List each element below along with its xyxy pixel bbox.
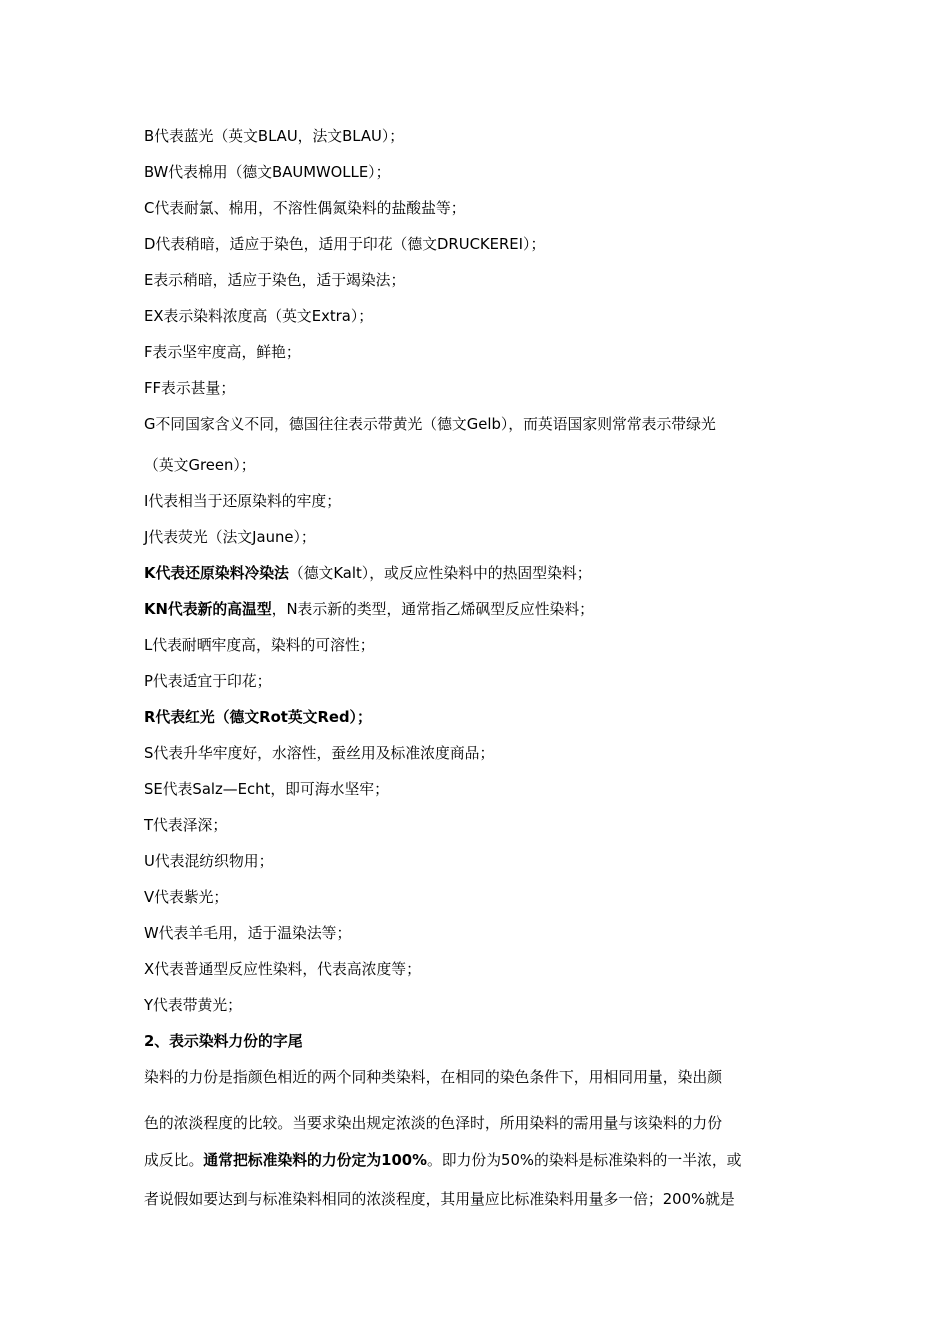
- text-line: [144, 707, 806, 727]
- text-segment: B代表蓝光（英文BLAU，法文BLAU）；: [144, 127, 405, 145]
- text-segment: E表示稍暗，适应于染色，适于竭染法；: [144, 271, 406, 289]
- text-line: [144, 779, 806, 799]
- text-line: [144, 306, 806, 326]
- text-line: [144, 995, 806, 1015]
- text-segment: D代表稍暗，适应于染色，适用于印花（德文DRUCKEREI）；: [144, 235, 546, 253]
- text-line: [144, 1067, 806, 1087]
- text-segment: EX表示染料浓度高（英文Extra）；: [144, 307, 374, 325]
- text-segment: V代表紫光；: [144, 888, 229, 906]
- text-line: [144, 815, 806, 835]
- text-segment: 者说假如要达到与标准染料相同的浓淡程度，其用量应比标准染料用量多一倍；200%就是: [144, 1190, 735, 1208]
- bold-text-segment: 2、表示染料力份的字尾: [144, 1032, 303, 1050]
- text-line: [144, 851, 806, 871]
- text-segment: 。即力份为50%的染料是标准染料的一半浓，或: [426, 1151, 742, 1169]
- text-line: [144, 887, 806, 907]
- text-line: [144, 1150, 806, 1170]
- text-segment: X代表普通型反应性染料，代表高浓度等；: [144, 960, 421, 978]
- text-segment: Y代表带黄光；: [144, 996, 242, 1014]
- text-line: [144, 198, 806, 218]
- bold-text-segment: K代表还原染料冷染法: [144, 564, 289, 582]
- text-segment: S代表升华牢度好，水溶性，蚕丝用及标准浓度商品；: [144, 744, 495, 762]
- text-line: [144, 270, 806, 290]
- text-line: [144, 563, 806, 583]
- bold-text-segment: 通常把标准染料的力份定为100%: [203, 1151, 427, 1169]
- text-segment: G不同国家含义不同，德国往往表示带黄光（德文Gelb），而英语国家则常常表示带绿光: [144, 415, 716, 433]
- bold-text-segment: R代表红光（德文Rot英文Red）；: [144, 708, 372, 726]
- text-line: [144, 126, 806, 146]
- text-line: [144, 491, 806, 511]
- text-segment: BW代表棉用（德文BAUMWOLLE）；: [144, 163, 391, 181]
- text-segment: ，N表示新的类型，通常指乙烯砜型反应性染料；: [271, 600, 594, 618]
- text-line: [144, 378, 806, 398]
- text-segment: 染料的力份是指颜色相近的两个同种类染料，在相同的染色条件下，用相同用量，染出颜: [144, 1068, 723, 1086]
- text-line: [144, 1189, 806, 1209]
- text-line: [144, 671, 806, 691]
- text-line: [144, 923, 806, 943]
- text-line: [144, 342, 806, 362]
- text-segment: T代表泽深；: [144, 816, 228, 834]
- text-segment: 成反比。: [144, 1151, 204, 1169]
- text-segment: C代表耐氯、棉用，不溶性偶氮染料的盐酸盐等；: [144, 199, 466, 217]
- text-segment: F表示坚牢度高，鲜艳；: [144, 343, 301, 361]
- text-line: [144, 743, 806, 763]
- text-line: [144, 1113, 806, 1133]
- text-line: [144, 414, 806, 434]
- text-segment: （德文Kalt），或反应性染料中的热固型染料；: [288, 564, 592, 582]
- text-segment: SE代表Salz—Echt，即可海水坚牢；: [144, 780, 389, 798]
- text-line: [144, 1031, 806, 1051]
- text-line: [144, 635, 806, 655]
- text-line: [144, 959, 806, 979]
- text-segment: I代表相当于还原染料的牢度；: [144, 492, 342, 510]
- text-line: [144, 455, 806, 475]
- text-segment: U代表混纺织物用；: [144, 852, 274, 870]
- bold-text-segment: KN代表新的高温型: [144, 600, 272, 618]
- text-segment: FF表示甚量；: [144, 379, 236, 397]
- text-line: [144, 234, 806, 254]
- text-segment: L代表耐晒牢度高，染料的可溶性；: [144, 636, 375, 654]
- text-line: [144, 599, 806, 619]
- text-line: [144, 527, 806, 547]
- text-segment: J代表荧光（法文Jaune）；: [144, 528, 316, 546]
- text-segment: W代表羊毛用，适于温染法等；: [144, 924, 352, 942]
- text-segment: P代表适宜于印花；: [144, 672, 272, 690]
- text-segment: （英文Green）；: [144, 456, 256, 474]
- text-segment: 色的浓淡程度的比较。当要求染出规定浓淡的色泽时，所用染料的需用量与该染料的力份: [144, 1114, 723, 1132]
- text-line: [144, 162, 806, 182]
